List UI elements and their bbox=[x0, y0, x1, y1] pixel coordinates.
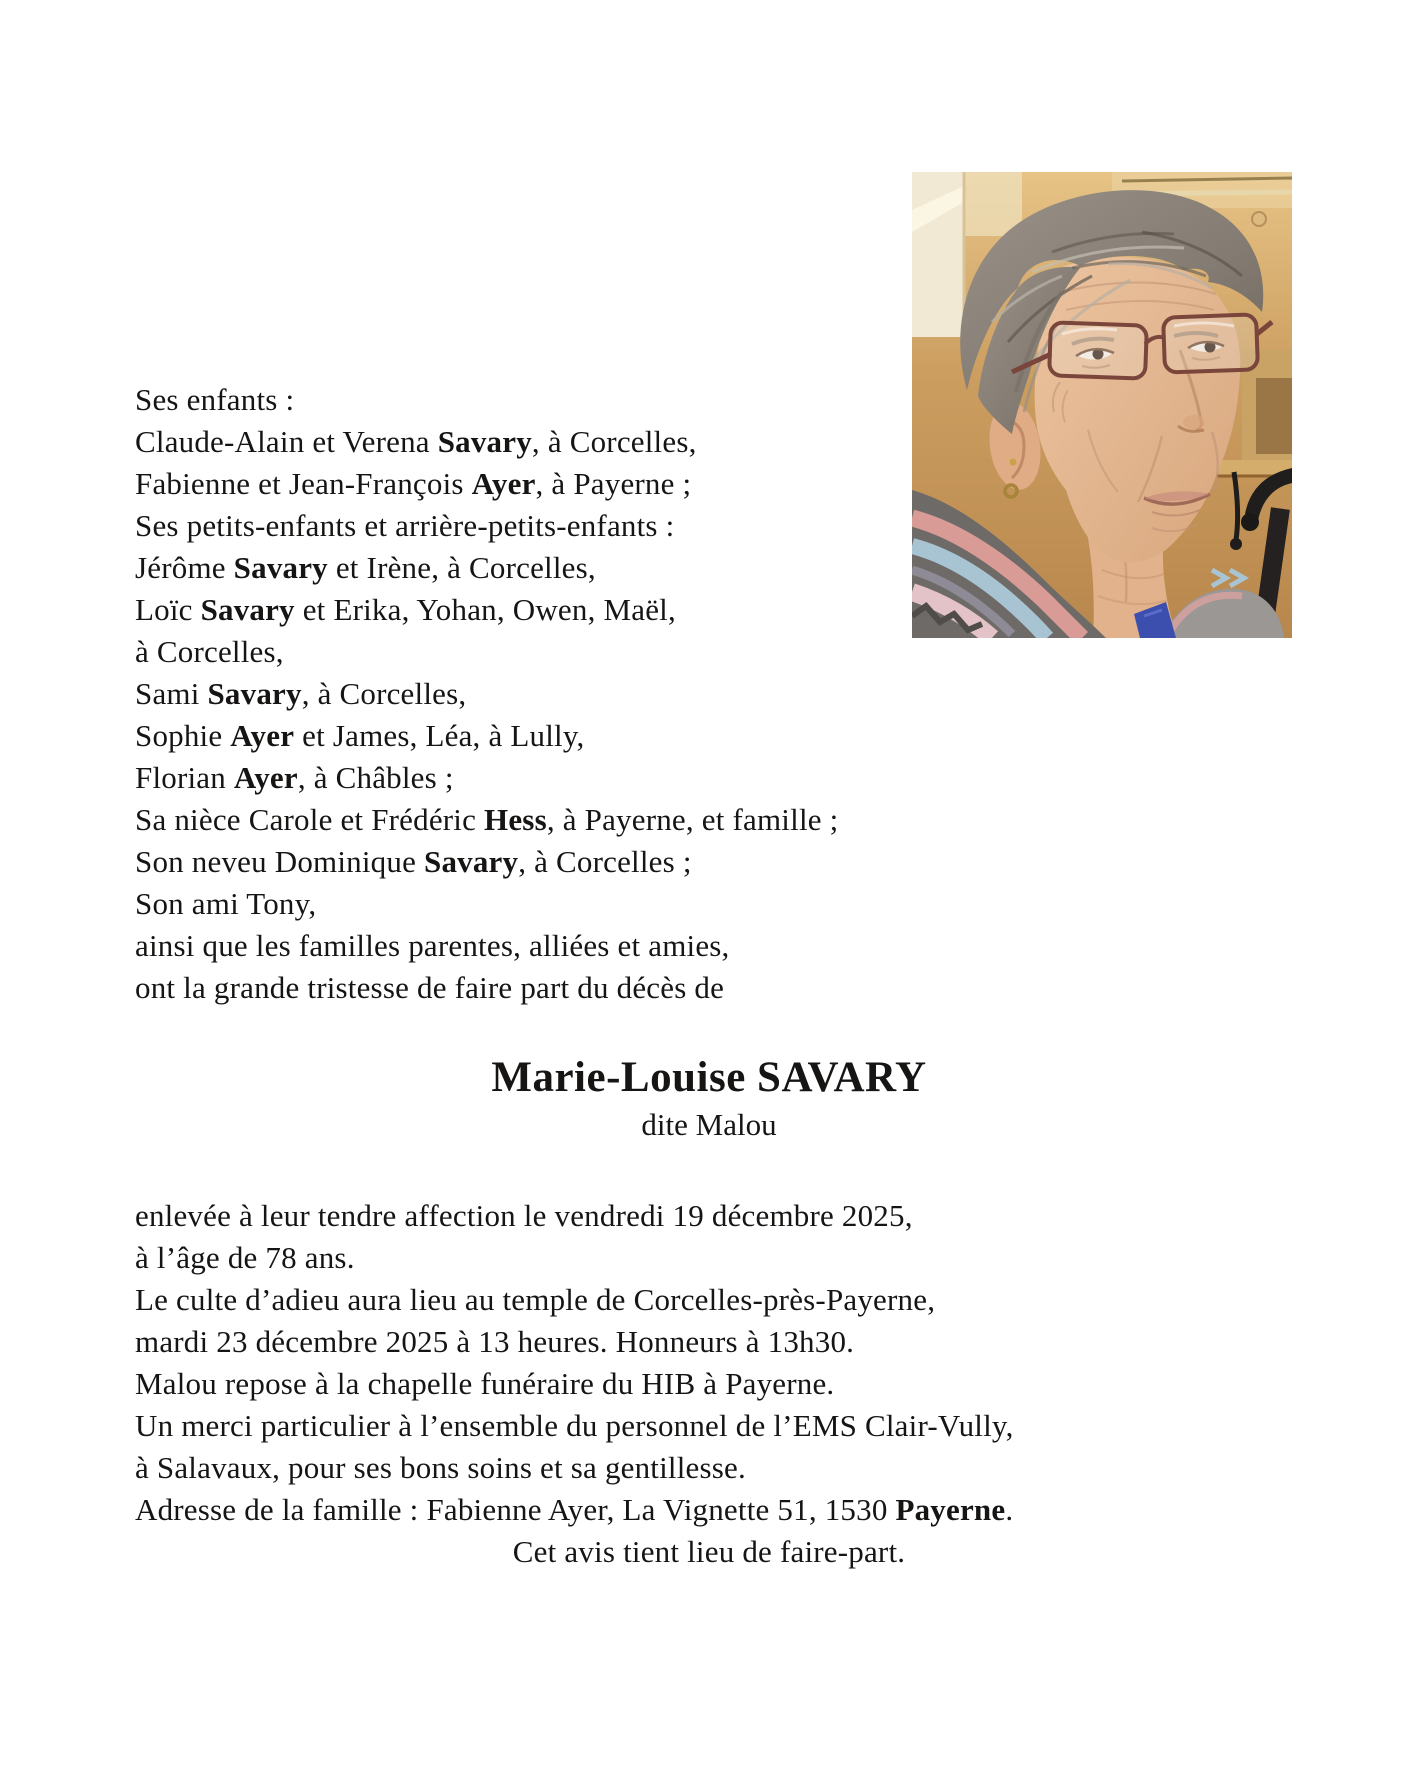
text-line: Adresse de la famille : Fabienne Ayer, La Vignette 51, 1530 Payerne. bbox=[135, 1492, 1014, 1527]
text-line: Jérôme Savary et Irène, à Corcelles, bbox=[135, 550, 596, 585]
text-line: ont la grande tristesse de faire part du décès de bbox=[135, 970, 725, 1005]
text-line: Le culte d’adieu aura lieu au temple de Corcelles-près-Payerne, bbox=[135, 1282, 936, 1317]
portrait-photo bbox=[912, 172, 1292, 638]
text-line: Sa nièce Carole et Frédéric Hess, à Payerne, et famille ; bbox=[135, 802, 839, 837]
ceremony-details-block bbox=[135, 1195, 1283, 1573]
text-line: enlevée à leur tendre affection le vendredi 19 décembre 2025, bbox=[135, 1198, 913, 1233]
text-line: Florian Ayer, à Châbles ; bbox=[135, 760, 454, 795]
text-line: Sami Savary, à Corcelles, bbox=[135, 676, 467, 711]
text-line: mardi 23 décembre 2025 à 13 heures. Honneurs à 13h30. bbox=[135, 1324, 855, 1359]
text-line: Malou repose à la chapelle funéraire du HIB à Payerne. bbox=[135, 1366, 835, 1401]
text-line: à l’âge de 78 ans. bbox=[135, 1240, 355, 1275]
text-line: Loïc Savary et Erika, Yohan, Owen, Maël, bbox=[135, 592, 676, 627]
text-line: Son neveu Dominique Savary, à Corcelles ; bbox=[135, 844, 692, 879]
text-line: ainsi que les familles parentes, alliées et amies, bbox=[135, 928, 730, 963]
title-block bbox=[135, 1052, 1283, 1146]
text-line: Son ami Tony, bbox=[135, 886, 317, 921]
text-line: à Salavaux, pour ses bons soins et sa gentillesse. bbox=[135, 1450, 746, 1485]
nickname-line: dite Malou bbox=[641, 1107, 777, 1142]
closing-line: Cet avis tient lieu de faire-part. bbox=[512, 1534, 906, 1569]
text-line: Fabienne et Jean-François Ayer, à Payerne ; bbox=[135, 466, 692, 501]
text-line: à Corcelles, bbox=[135, 634, 284, 669]
text-line: Ses enfants : bbox=[135, 382, 295, 417]
text-line: Ses petits-enfants et arrière-petits-enfants : bbox=[135, 508, 675, 543]
text-line: Sophie Ayer et James, Léa, à Lully, bbox=[135, 718, 585, 753]
text-line: Un merci particulier à l’ensemble du personnel de l’EMS Clair-Vully, bbox=[135, 1408, 1014, 1443]
text-line: Claude-Alain et Verena Savary, à Corcelles, bbox=[135, 424, 697, 459]
deceased-name: Marie-Louise SAVARY bbox=[491, 1054, 927, 1101]
